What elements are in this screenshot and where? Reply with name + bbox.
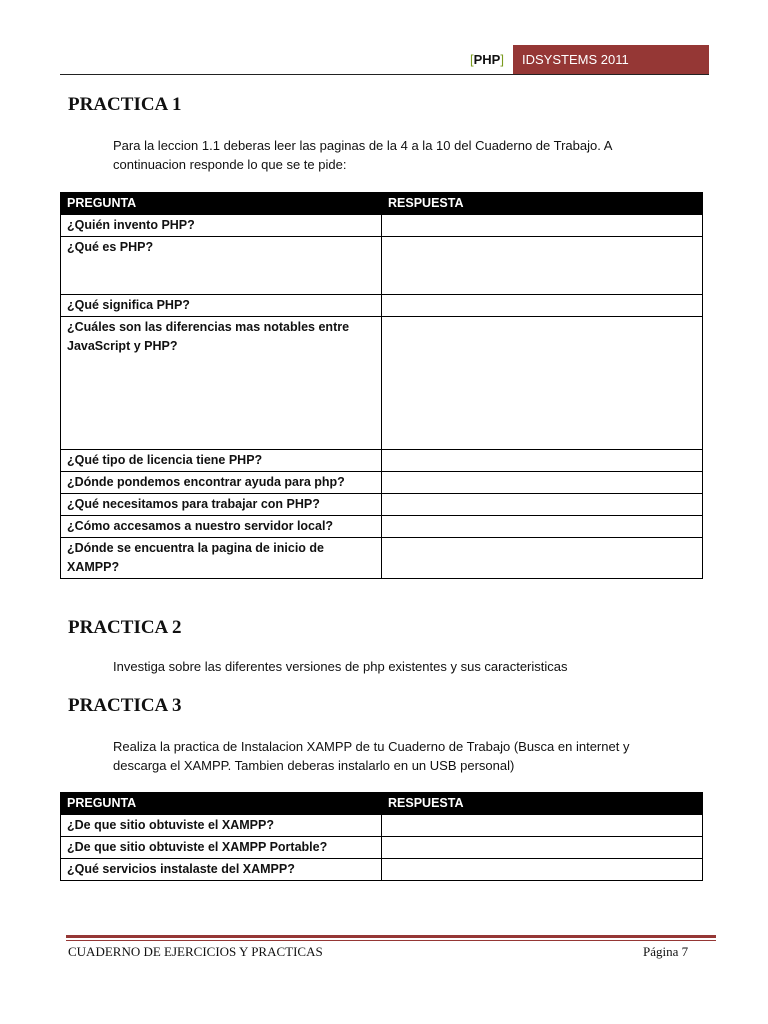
question-cell: ¿Cuáles son las diferencias mas notables entre JavaScript y PHP?: [61, 317, 382, 450]
question-cell: ¿Qué es PHP?: [61, 237, 382, 295]
table-row: [61, 317, 703, 450]
practica1-instructions-line2: continuacion responde lo que se te pide:: [113, 157, 347, 172]
answer-cell[interactable]: [382, 494, 703, 516]
practica3-table: [60, 792, 703, 881]
question-cell: ¿Qué servicios instalaste del XAMPP?: [61, 859, 382, 881]
practica1-instructions-line1: Para la leccion 1.1 deberas leer las paginas de la 4 a la 10 del Cuaderno de Trabajo. A: [113, 138, 613, 153]
table-header-row: [61, 793, 703, 815]
practica3-instructions-line1: Realiza la practica de Instalacion XAMPP de tu Cuaderno de Trabajo (Busca en internet y: [113, 739, 630, 754]
column-header-pregunta: PREGUNTA: [61, 193, 382, 215]
header-divider: [60, 74, 709, 75]
table-row: [61, 516, 703, 538]
question-cell: ¿Dónde pondemos encontrar ayuda para php?: [61, 472, 382, 494]
question-cell: ¿De que sitio obtuviste el XAMPP?: [61, 815, 382, 837]
answer-cell[interactable]: [382, 538, 703, 579]
column-header-respuesta: RESPUESTA: [382, 193, 703, 215]
answer-cell[interactable]: [382, 450, 703, 472]
table-row: [61, 538, 703, 579]
practica3-instructions: [113, 737, 673, 775]
question-cell: ¿Cómo accesamos a nuestro servidor local?: [61, 516, 382, 538]
answer-cell[interactable]: [382, 859, 703, 881]
question-cell: ¿Qué significa PHP?: [61, 295, 382, 317]
question-cell: ¿De que sitio obtuviste el XAMPP Portable?: [61, 837, 382, 859]
answer-cell[interactable]: [382, 837, 703, 859]
practica2-instructions: Investiga sobre las diferentes versiones de php existentes y sus caracteristicas: [113, 659, 568, 674]
header-tag-text: PHP: [473, 52, 501, 67]
header-tag: [470, 52, 504, 67]
question-cell: ¿Quién invento PHP?: [61, 215, 382, 237]
header-bracket-open: [: [470, 52, 474, 67]
practica1-table: [60, 192, 703, 579]
table-row: [61, 472, 703, 494]
answer-cell[interactable]: [382, 516, 703, 538]
answer-cell[interactable]: [382, 317, 703, 450]
answer-cell[interactable]: [382, 237, 703, 295]
table-row: [61, 837, 703, 859]
footer-title: CUADERNO DE EJERCICIOS Y PRACTICAS: [68, 944, 323, 959]
table-row: [61, 295, 703, 317]
question-cell: ¿Qué tipo de licencia tiene PHP?: [61, 450, 382, 472]
footer-divider-thick: [66, 935, 716, 938]
practica1-heading: PRACTICA 1: [68, 94, 182, 115]
column-header-respuesta: RESPUESTA: [382, 793, 703, 815]
practica3-heading: PRACTICA 3: [68, 695, 182, 716]
footer-divider-thin: [66, 940, 716, 941]
table-row: [61, 815, 703, 837]
practica1-instructions: [113, 136, 673, 174]
question-cell: ¿Qué necesitamos para trabajar con PHP?: [61, 494, 382, 516]
answer-cell[interactable]: [382, 815, 703, 837]
table-row: [61, 494, 703, 516]
header-bracket-close: ]: [500, 52, 504, 67]
page-number: Página 7: [643, 944, 689, 959]
table-row: [61, 215, 703, 237]
table-row: [61, 450, 703, 472]
practica2-heading: PRACTICA 2: [68, 617, 182, 638]
question-cell: ¿Dónde se encuentra la pagina de inicio de XAMPP?: [61, 538, 382, 579]
practica3-instructions-line2: descarga el XAMPP. Tambien deberas instalarlo en un USB personal): [113, 758, 515, 773]
table-row: [61, 237, 703, 295]
column-header-pregunta: PREGUNTA: [61, 793, 382, 815]
answer-cell[interactable]: [382, 215, 703, 237]
header-title-box: IDSYSTEMS 2011: [513, 45, 709, 75]
table-header-row: [61, 193, 703, 215]
answer-cell[interactable]: [382, 472, 703, 494]
table-row: [61, 859, 703, 881]
answer-cell[interactable]: [382, 295, 703, 317]
